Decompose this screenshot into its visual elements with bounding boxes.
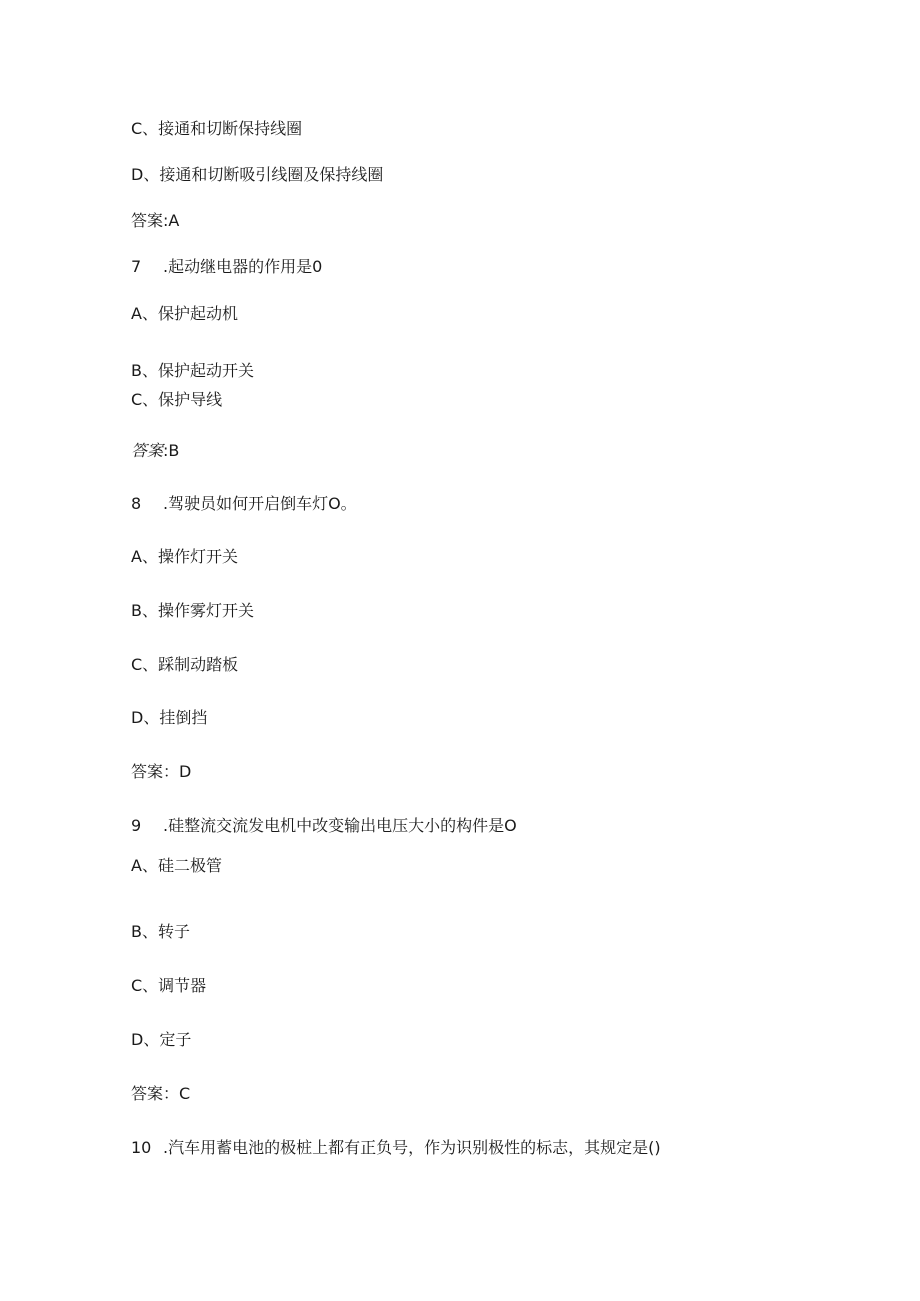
question-number: 7: [131, 257, 142, 276]
question-text: .硅整流交流发电机中改变输出电压大小的构件是O: [163, 816, 517, 835]
question-number: 8: [131, 494, 142, 513]
option-a-q8: A、操作灯开关: [131, 547, 238, 566]
question-8: [131, 493, 357, 515]
option-a-q7: A、保护起动机: [131, 304, 238, 323]
question-text: .汽车用蓄电池的极桩上都有正负号，作为识别极性的标志，其规定是(): [163, 1138, 661, 1157]
option-d-q9: D、定子: [131, 1030, 192, 1049]
question-7: [131, 256, 322, 278]
question-number: 10: [131, 1138, 152, 1157]
option-a-q9: A、硅二极管: [131, 856, 222, 875]
question-number: 9: [131, 816, 142, 835]
question-10: [131, 1137, 661, 1159]
option-b-q7: B、保护起动开关: [131, 361, 254, 380]
answer-value: :B: [163, 441, 180, 460]
option-b-q8: B、操作雾灯开关: [131, 601, 254, 620]
option-d-q6: D、接通和切断吸引线圈及保持线圈: [131, 165, 384, 184]
question-9: [131, 815, 517, 837]
question-text: .驾驶员如何开启倒车灯O。: [163, 494, 357, 513]
answer-q6: 答案:A: [131, 211, 180, 230]
answer-q8: 答案：D: [131, 762, 192, 781]
question-text: .起动继电器的作用是0: [163, 257, 323, 276]
option-c-q7: C、保护导线: [131, 390, 223, 409]
answer-label: 答案: [131, 441, 164, 460]
option-d-q8: D、挂倒挡: [131, 708, 208, 727]
option-c-q9: C、调节器: [131, 976, 207, 995]
option-c-q8: C、踩制动踏板: [131, 655, 239, 674]
option-c-q6: C、接通和切断保持线圈: [131, 119, 303, 138]
answer-q7: [131, 440, 179, 462]
answer-q9: 答案：C: [131, 1084, 191, 1103]
option-b-q9: B、转子: [131, 922, 190, 941]
